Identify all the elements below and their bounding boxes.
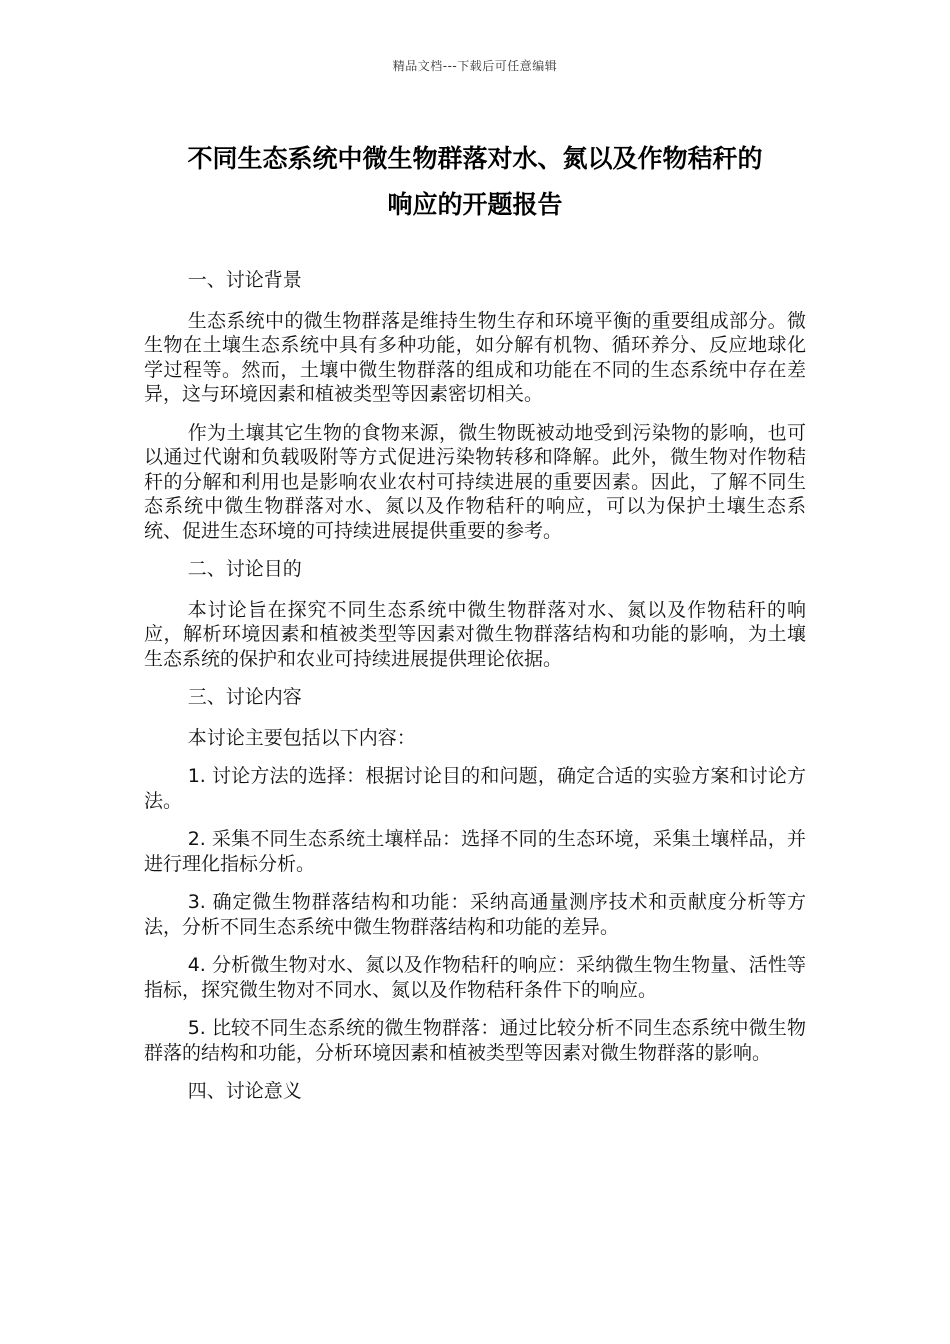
list-item-4: 4. 分析微生物对水、氮以及作物秸秆的响应：采纳微生物生物量、活性等指标，探究微生物对不同水、氮以及作物秸秆条件下的响应。 [144,954,806,1001]
paragraph-background-2: 作为土壤其它生物的食物来源，微生物既被动地受到污染物的影响，也可以通过代谢和负载吸附等方式促进污染物转移和降解。此外，微生物对作物秸秆的分解和利用也是影响农业农村可持续进展的重要因素。因此，了解不同生态系统中微生物群落对水、氮以及作物秸秆的响应，可以为保护土壤生态系统、促进生态环境的可持续进展提供重要的参考。 [144,421,806,542]
list-item-1: 1. 讨论方法的选择：根据讨论目的和问题，确定合适的实验方案和讨论方法。 [144,765,806,812]
title-line-2: 响应的开题报告 [387,190,563,219]
section-heading-purpose: 二、讨论目的 [187,558,302,580]
paragraph-content-intro: 本讨论主要包括以下内容： [187,726,416,749]
section-heading-background: 一、讨论背景 [187,269,302,291]
header-note: 精品文档---下载后可任意编辑 [392,59,558,73]
paragraph-background-1: 生态系统中的微生物群落是维持生物生存和环境平衡的重要组成部分。微生物在土壤生态系统中具有多种功能，如分解有机物、循环养分、反应地球化学过程等。然而，土壤中微生物群落的组成和功能在不同的生态系统中存在差异，这与环境因素和植被类型等因素密切相关。 [144,309,806,405]
paragraph-purpose: 本讨论旨在探究不同生态系统中微生物群落对水、氮以及作物秸秆的响应，解析环境因素和植被类型等因素对微生物群落结构和功能的影响，为土壤生态系统的保护和农业可持续进展提供理论依据。 [144,598,806,670]
section-heading-content: 三、讨论内容 [187,686,302,708]
list-item-2: 2. 采集不同生态系统土壤样品：选择不同的生态环境，采集土壤样品，并进行理化指标分析。 [144,828,806,875]
document-title [100,136,850,228]
section-heading-significance: 四、讨论意义 [187,1080,302,1102]
title-line-1: 不同生态系统中微生物群落对水、氮以及作物秸秆的 [187,144,763,173]
document-body [144,268,806,1120]
list-item-3: 3. 确定微生物群落结构和功能：采纳高通量测序技术和贡献度分析等方法，分析不同生态系统中微生物群落结构和功能的差异。 [144,891,806,938]
list-item-5: 5. 比较不同生态系统的微生物群落：通过比较分析不同生态系统中微生物群落的结构和功能，分析环境因素和植被类型等因素对微生物群落的影响。 [144,1017,806,1064]
